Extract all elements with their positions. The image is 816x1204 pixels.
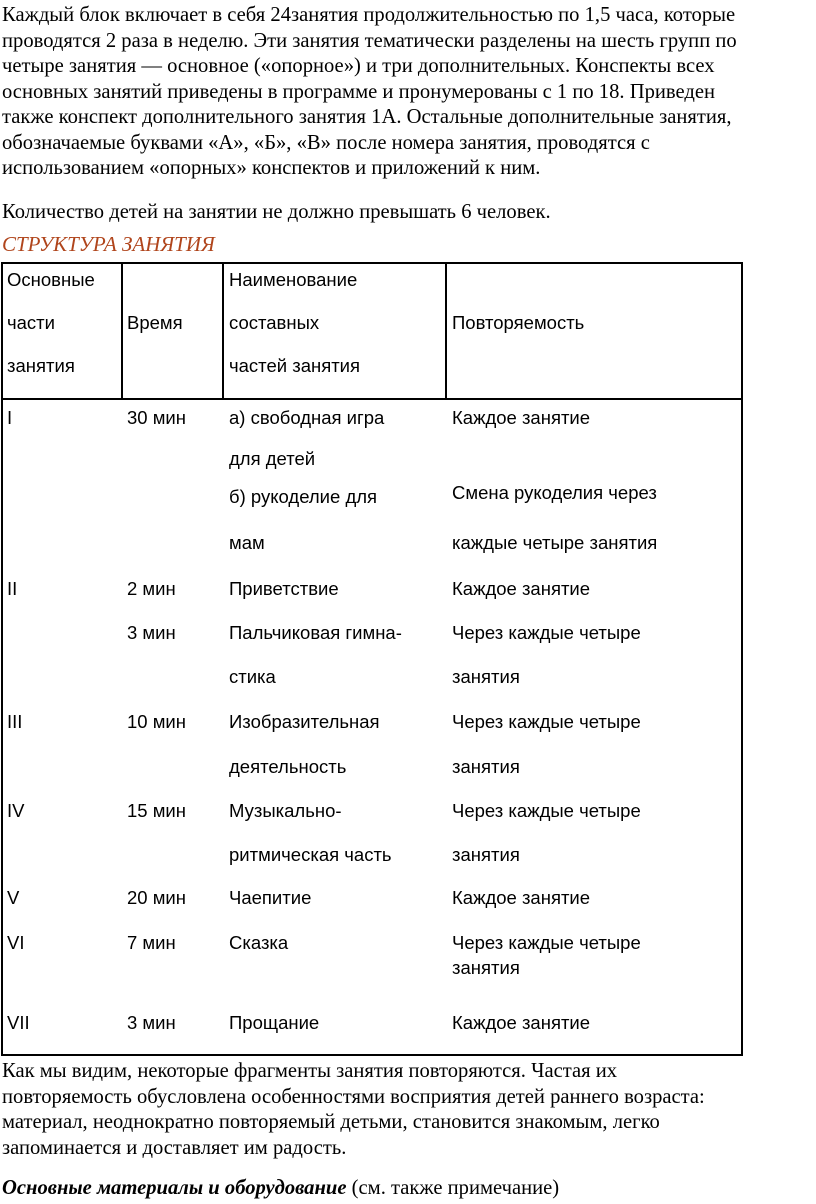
header-line: занятия (7, 355, 75, 376)
row-repeat: каждые четыре занятия (452, 532, 658, 553)
text-line: четыре занятия — основное («опорное») и три дополнительных. Конспекты всех (2, 55, 715, 77)
row-repeat: Каждое занятие (452, 407, 591, 428)
row-repeat: занятия (452, 756, 520, 777)
row-part: I (7, 407, 13, 428)
row-part: III (7, 711, 23, 732)
text-line: повторяемость обусловлена особенностями восприятия детей раннего возраста: (2, 1085, 705, 1108)
materials-line (2, 1176, 810, 1202)
table-border (222, 262, 224, 399)
table-border (1, 1054, 743, 1056)
table-border (445, 262, 447, 399)
intro-paragraph (2, 3, 810, 182)
row-name: Сказка (229, 932, 289, 953)
text-line: использованием «опорных» конспектов и приложений к ним. (2, 157, 541, 179)
section-heading: СТРУКТУРА ЗАНЯТИЯ (2, 232, 215, 256)
row-name: деятельность (229, 756, 347, 777)
row-repeat: Через каждые четыре (452, 622, 641, 643)
text-line: Как мы видим, некоторые фрагменты занятия повторяются. Частая их (2, 1060, 618, 1082)
row-name: Изобразительная (229, 711, 380, 732)
header-component-name (229, 269, 360, 377)
row-time: 3 мин (127, 1012, 176, 1033)
text-line: запоминается и доставляет им радость. (2, 1136, 347, 1159)
row-name: мам (229, 532, 265, 553)
row-repeat: Каждое занятие (452, 1012, 591, 1033)
row-name: а) свободная игра (229, 407, 385, 428)
row-repeat: занятия (452, 957, 520, 978)
table-border (121, 262, 123, 399)
row-time: 30 мин (127, 407, 186, 428)
row-part: V (7, 887, 20, 908)
row-repeat: Через каждые четыре (452, 800, 641, 821)
table-border (741, 262, 743, 1055)
row-part: VII (7, 1012, 30, 1033)
row-name: б) рукоделие для (229, 486, 378, 507)
row-repeat: занятия (452, 844, 520, 865)
row-repeat: Каждое занятие (452, 887, 591, 908)
table-border (1, 262, 743, 264)
row-name: стика (229, 666, 276, 687)
text-line: также конспект дополнительного занятия 1А. Остальные дополнительные занятия, (2, 106, 732, 128)
row-name: Музыкально- (229, 800, 342, 821)
outro-paragraph (2, 1059, 810, 1161)
header-line: части (7, 312, 55, 333)
header-line: составных (229, 312, 320, 333)
row-repeat: Каждое занятие (452, 578, 591, 599)
table-border (1, 398, 743, 400)
row-repeat: занятия (452, 666, 520, 687)
materials-heading: Основные материалы и оборудование (2, 1177, 347, 1199)
header-line: частей занятия (229, 355, 361, 376)
materials-note: (см. также примечание) (346, 1177, 560, 1199)
header-repeatability: Повторяемость (452, 312, 585, 333)
row-repeat: Через каждые четыре (452, 711, 641, 732)
row-part: VI (7, 932, 25, 953)
text-line: материал, неоднократно повторяемый детьми, становится знакомым, легко (2, 1111, 660, 1133)
row-repeat: Смена рукоделия через (452, 482, 657, 503)
text-line: обозначаемые буквами «А», «Б», «В» после номера занятия, проводятся с (2, 131, 650, 154)
row-name: ритмическая часть (229, 844, 392, 865)
row-time: 10 мин (127, 711, 186, 732)
row-name: Приветствие (229, 578, 339, 599)
row-name: Прощание (229, 1012, 320, 1033)
header-parts (7, 269, 95, 377)
row-repeat: Через каждые четыре (452, 932, 641, 953)
row-time: 20 мин (127, 887, 186, 908)
row-name: для детей (229, 448, 316, 469)
text-line: проводятся 2 раза в неделю. Эти занятия тематически разделены на шесть групп по (2, 29, 737, 52)
group-size-paragraph: Количество детей на занятии не должно превышать 6 человек. (2, 201, 551, 223)
text-line: Каждый блок включает в себя 24занятия продолжительностью по 1,5 часа, которые (2, 4, 736, 26)
row-part: II (7, 578, 18, 599)
row-name: Чаепитие (229, 887, 312, 908)
header-line: Основные (7, 269, 95, 290)
table-border (1, 262, 3, 1055)
row-time: 2 мин (127, 578, 176, 599)
text-line: основных занятий приведены в программе и пронумерованы с 1 по 18. Приведен (2, 80, 715, 103)
header-line: Наименование (229, 269, 358, 290)
row-time: 7 мин (127, 932, 176, 953)
header-time: Время (127, 312, 183, 333)
row-time: 15 мин (127, 800, 186, 821)
row-part: IV (7, 800, 25, 821)
row-name: Пальчиковая гимна- (229, 622, 402, 643)
row-time: 3 мин (127, 622, 176, 643)
